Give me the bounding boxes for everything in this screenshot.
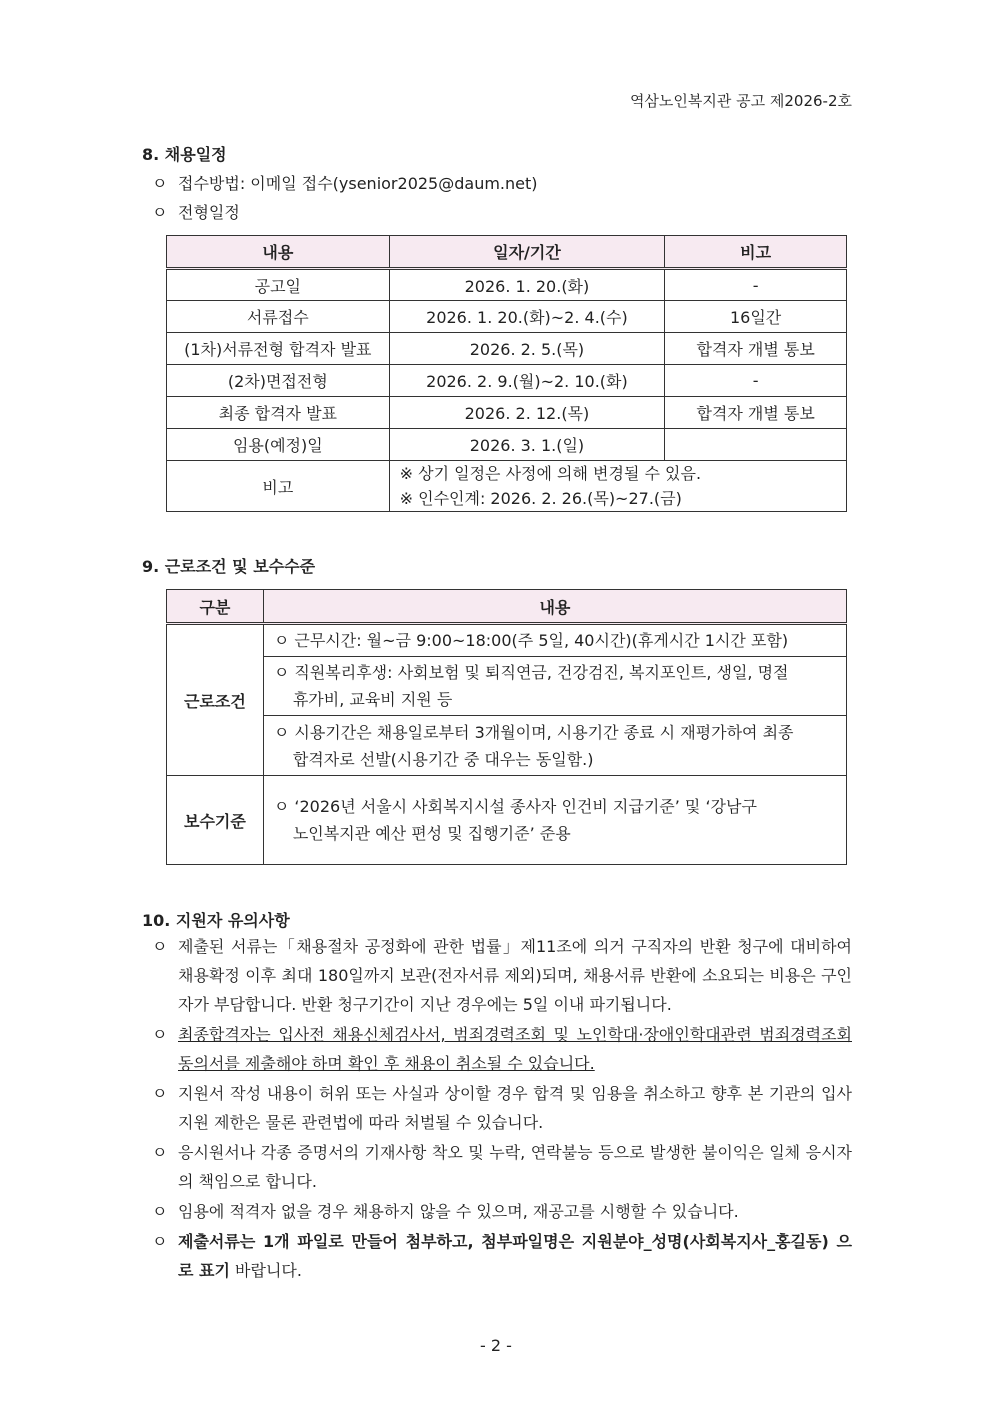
bullet-icon: ㅇ bbox=[152, 174, 168, 193]
list-item: ㅇ 응시원서나 각종 증명서의 기재사항 착오 및 누락, 연락불능 등으로 발생한 불이익은 일체 응시자의 책임으로 합니다. bbox=[152, 1138, 852, 1196]
conditions-table bbox=[166, 589, 847, 865]
list-item: ㅇ 지원서 작성 내용이 허위 또는 사실과 상이할 경우 합격 및 임용을 취소하고 향후 본 기관의 입사지원 제한은 물론 관련법에 따라 처벌될 수 있습니다. bbox=[152, 1079, 852, 1137]
schedule-header-note: 비고 bbox=[665, 236, 847, 269]
table-row: (2차)면접전형 2026. 2. 9.(월)~2. 10.(화) - bbox=[167, 365, 847, 397]
table-row: 최종 합격자 발표 2026. 2. 12.(목) 합격자 개별 통보 bbox=[167, 397, 847, 429]
bullet-icon: ㅇ bbox=[152, 203, 168, 222]
table-row: 서류접수 2026. 1. 20.(화)~2. 4.(수) 16일간 bbox=[167, 301, 847, 333]
bullet-icon: ㅇ bbox=[152, 1025, 168, 1044]
pay-standard-item: ㅇ ‘2026년 서울시 사회복지시설 종사자 인건비 지급기준’ 및 ‘강남구 노인복지관 예산 편성 및 집행기준’ 준용 bbox=[263, 776, 846, 865]
table-row: 임용(예정)일 2026. 3. 1.(일) bbox=[167, 429, 847, 461]
work-conditions-label: 근로조건 bbox=[167, 624, 264, 776]
page-number: - 2 - bbox=[480, 1336, 512, 1355]
list-item: ㅇ 최종합격자는 입사전 채용신체검사서, 범죄경력조회 및 노인학대·장애인학대관련 범죄경력조회 동의서를 제출해야 하며 확인 후 채용이 취소될 수 있습니다. bbox=[152, 1020, 852, 1078]
section9-title: 9. 근로조건 및 보수수준 bbox=[142, 557, 316, 576]
section10-title: 10. 지원자 유의사항 bbox=[142, 911, 290, 930]
list-item: ㅇ 제출된 서류는「채용절차 공정화에 관한 법률」제11조에 의거 구직자의 반환 청구에 대비하여 채용확정 이후 최대 180일까지 보관(전자서류 제외)되며, 채용서류 반환에 소요되는 비용은 구인자가 부담합니다. 반환 청구기간이 지난 경우에는 5일 이내 파기됩니다. bbox=[152, 932, 852, 1019]
section8-method: ㅇ 접수방법: 이메일 접수(ysenior2025@daum.net) bbox=[152, 171, 538, 194]
schedule-note-row bbox=[167, 461, 847, 512]
table-row: (1차)서류전형 합격자 발표 2026. 2. 5.(목) 합격자 개별 통보 bbox=[167, 333, 847, 365]
list-item: ㅇ 제출서류는 1개 파일로 만들어 첨부하고, 첨부파일명은 지원분야_성명(사회복지사_홍길동) 으로 표기 바랍니다. bbox=[152, 1227, 852, 1285]
section8-title: 8. 채용일정 bbox=[142, 145, 227, 164]
probation-item: ㅇ 시용기간은 채용일로부터 3개월이며, 시용기간 종료 시 재평가하여 최종 합격자로 선발(시용기간 중 대우는 동일함.) bbox=[263, 716, 846, 776]
bullet-icon: ㅇ bbox=[152, 937, 168, 956]
applicant-notes bbox=[152, 932, 852, 1286]
notice-number: 역삼노인복지관 공고 제2026-2호 bbox=[629, 92, 852, 110]
schedule-table bbox=[166, 235, 847, 512]
schedule-note-label: 비고 bbox=[167, 461, 390, 512]
conditions-header-category: 구분 bbox=[167, 590, 264, 624]
section8-schedule: ㅇ 전형일정 bbox=[152, 200, 240, 223]
table-row: 공고일 2026. 1. 20.(화) - bbox=[167, 269, 847, 301]
work-hours-item: ㅇ 근무시간: 월~금 9:00~18:00(주 5일, 40시간)(휴게시간 1시간 포함) bbox=[263, 624, 846, 657]
schedule-header-date: 일자/기간 bbox=[389, 236, 665, 269]
list-item: ㅇ 임용에 적격자 없을 경우 채용하지 않을 수 있으며, 재공고를 시행할 수 있습니다. bbox=[152, 1197, 852, 1226]
welfare-item: ㅇ 직원복리후생: 사회보험 및 퇴직연금, 건강검진, 복지포인트, 생일, 명절 휴가비, 교육비 지원 등 bbox=[263, 657, 846, 716]
pay-standard-label: 보수기준 bbox=[167, 776, 264, 865]
schedule-note-text: ※ 상기 일정은 사정에 의해 변경될 수 있음. ※ 인수인계: 2026. 2. 26.(목)~27.(금) bbox=[389, 461, 846, 512]
conditions-header-content: 내용 bbox=[263, 590, 846, 624]
bullet-icon: ㅇ bbox=[152, 1232, 168, 1251]
bullet-icon: ㅇ bbox=[152, 1084, 168, 1103]
bullet-icon: ㅇ bbox=[152, 1143, 168, 1162]
schedule-header-content: 내용 bbox=[167, 236, 390, 269]
bullet-icon: ㅇ bbox=[152, 1202, 168, 1221]
